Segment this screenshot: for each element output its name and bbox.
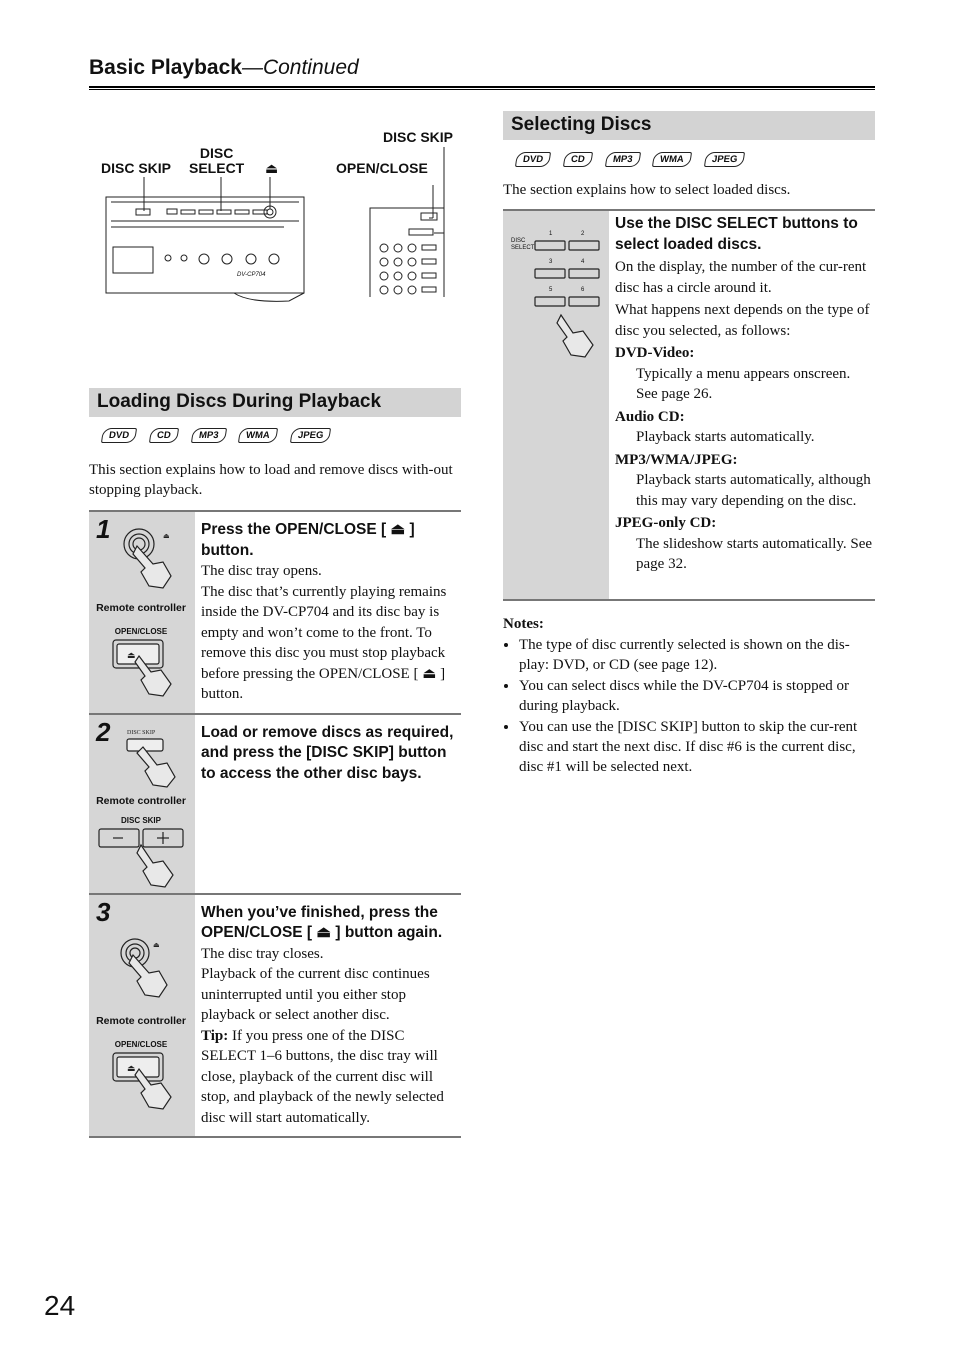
badge-jpeg: JPEG [704,152,745,167]
key-label-3: 3 [549,259,553,265]
section-title-selecting: Selecting Discs [503,111,875,140]
step-2-text [195,714,461,894]
disc-skip-label: DISC SKIP [120,815,161,825]
key-label-6: 6 [581,287,585,293]
loading-intro: This section explains how to load and remove discs with-out stopping playback. [89,462,453,498]
player-illustration [89,125,469,305]
hand-press-skip-plus-icon [97,825,187,891]
label-disc-skip-right: DISC SKIP [383,129,454,145]
disc-type-desc: Playback starts automatically, although this may vary depending on the disc. [636,472,871,509]
badge-dvd: DVD [515,152,551,167]
disc-type-desc: Playback starts automatically. [636,429,815,445]
badge-mp3: MP3 [605,152,641,167]
step-1-illustration [89,511,195,714]
disc-select-illustration [503,210,609,600]
selecting-intro: The section explains how to select loaded discs. [503,182,791,198]
remote-controller-label: Remote controller [96,1014,186,1027]
disc-type-label: DVD-Video: [615,345,695,361]
step-number: 2 [96,716,111,747]
step-number: 1 [96,514,111,544]
step-1-line-2: The disc that’s currently playing remains inside the DV-CP704 and its disc bay is empty and won’t come to the front. To remove this disc you must stop playback before pressing the OPEN/CLOSE [ ⏏ ] button. [201,583,447,702]
disc-type-desc: The slideshow starts automatically. See page 32. [636,535,873,572]
note-item: • You can select discs while the DV-CP704 is stopped or during playback. [519,676,877,716]
selecting-heading: Use the DISC SELECT buttons to select loaded discs. [615,215,858,253]
step-row-2 [89,714,461,894]
key-label-1: 1 [549,231,553,237]
step-1-heading: Press the OPEN/CLOSE [ ⏏ ] button. [201,521,415,559]
page-number: 24 [44,1290,76,1321]
hand-press-eject-button-icon [111,638,181,698]
label-open-close: OPEN/CLOSE [336,160,428,176]
badge-wma: WMA [652,152,692,167]
model-text: DV-CP704 [237,272,266,278]
svg-text:DISC SKIP: DISC SKIP [127,729,156,736]
selecting-p1: On the display, the number of the cur-rent disc has a circle around it. [615,259,867,296]
key-label-4: 4 [581,259,585,265]
notes-block [503,614,877,778]
disc-type-desc: Typically a menu appears onscreen. See page 26. [636,365,851,402]
badge-cd: CD [563,152,593,167]
label-disc-skip-left: DISC SKIP [101,160,172,176]
page-header [89,56,359,80]
notes-title: Notes: [503,616,544,632]
selecting-badges [516,152,744,167]
header-rule [89,86,875,90]
step-3-text [195,894,461,1138]
key-label-5: 5 [549,287,553,293]
remote-controller-label: Remote controller [96,602,186,614]
step-row-3 [89,894,461,1138]
step-3-line-1: The disc tray closes. [201,945,324,962]
open-close-label: OPEN/CLOSE [114,627,168,636]
step-3-heading: When you’ve finished, press the OPEN/CLOSE [ ⏏ ] button again. [201,903,443,941]
svg-text:⏏: ⏏ [163,532,170,540]
badge-mp3: MP3 [191,428,227,443]
hand-press-round-button-icon [119,935,179,1005]
disc-type-label: JPEG-only CD: [615,515,717,531]
step-row-1 [89,511,461,714]
step-2-heading: Load or remove discs as required, and press the [DISC SKIP] button to access the other disc bays. [201,723,454,782]
selecting-p2: What happens next depends on the type of disc you selected, as follows: [615,302,870,339]
disc-type-label: MP3/WMA/JPEG: [615,451,738,468]
badge-jpeg: JPEG [290,428,331,443]
badge-cd: CD [149,428,179,443]
step-1-line-1: The disc tray opens. [201,563,322,579]
step-3-line-2: Playback of the current disc continues uninterrupted until you either stop playback or select another disc. [201,966,430,1023]
badge-dvd: DVD [101,428,137,443]
loading-steps-table [89,510,461,1138]
device-diagram [89,125,469,305]
step-3-illustration [89,894,195,1138]
hand-press-disc-select-icon [533,239,605,359]
open-close-label: OPEN/CLOSE [114,1039,168,1049]
eject-icon: ⏏ [265,162,279,177]
tip-label: Tip: [201,1027,229,1044]
badge-wma: WMA [238,428,278,443]
loading-badges [102,428,330,443]
disc-type-jpeg-only-cd [615,513,875,575]
header-continued: —Continued [241,56,359,79]
note-item: • You can use the [DISC SKIP] button to skip the cur-rent disc and start the next disc. If disc #6 is the current disc, disc #1 will be selected next. [519,717,877,777]
svg-text:⏏: ⏏ [127,650,136,660]
selecting-text [609,210,875,600]
label-disc-select: DISC SELECT [189,145,245,176]
hand-press-eject-button-icon [111,1051,181,1113]
disc-select-label: DISC SELECT [511,238,535,251]
step-number: 3 [96,896,111,927]
hand-press-disc-skip-icon [123,725,183,791]
header-title: Basic Playback [89,56,242,79]
disc-type-audio-cd [615,407,875,448]
step-1-text [195,511,461,714]
selecting-table [503,209,875,601]
step-3-tip: Tip: If you press one of the DISC SELECT 1–6 buttons, the disc tray will close, playback of the current disc will stop, and playback of the newly selected disc will start automatically. [201,1027,444,1126]
note-item: • The type of disc currently selected is shown on the dis-play: DVD, or CD (see page 12). [519,635,877,675]
svg-text:⏏: ⏏ [127,1062,136,1073]
disc-type-dvd-video [615,343,875,405]
selecting-row [503,210,875,600]
step-2-illustration [89,714,195,894]
notes-list [503,635,877,777]
disc-type-mp3-wma-jpeg [615,450,875,512]
section-title-loading: Loading Discs During Playback [89,388,461,417]
remote-controller-label: Remote controller [96,794,186,807]
disc-type-label: Audio CD: [615,408,685,425]
hand-press-round-button-icon [119,524,179,594]
key-label-2: 2 [581,231,585,237]
svg-text:⏏: ⏏ [153,940,160,949]
